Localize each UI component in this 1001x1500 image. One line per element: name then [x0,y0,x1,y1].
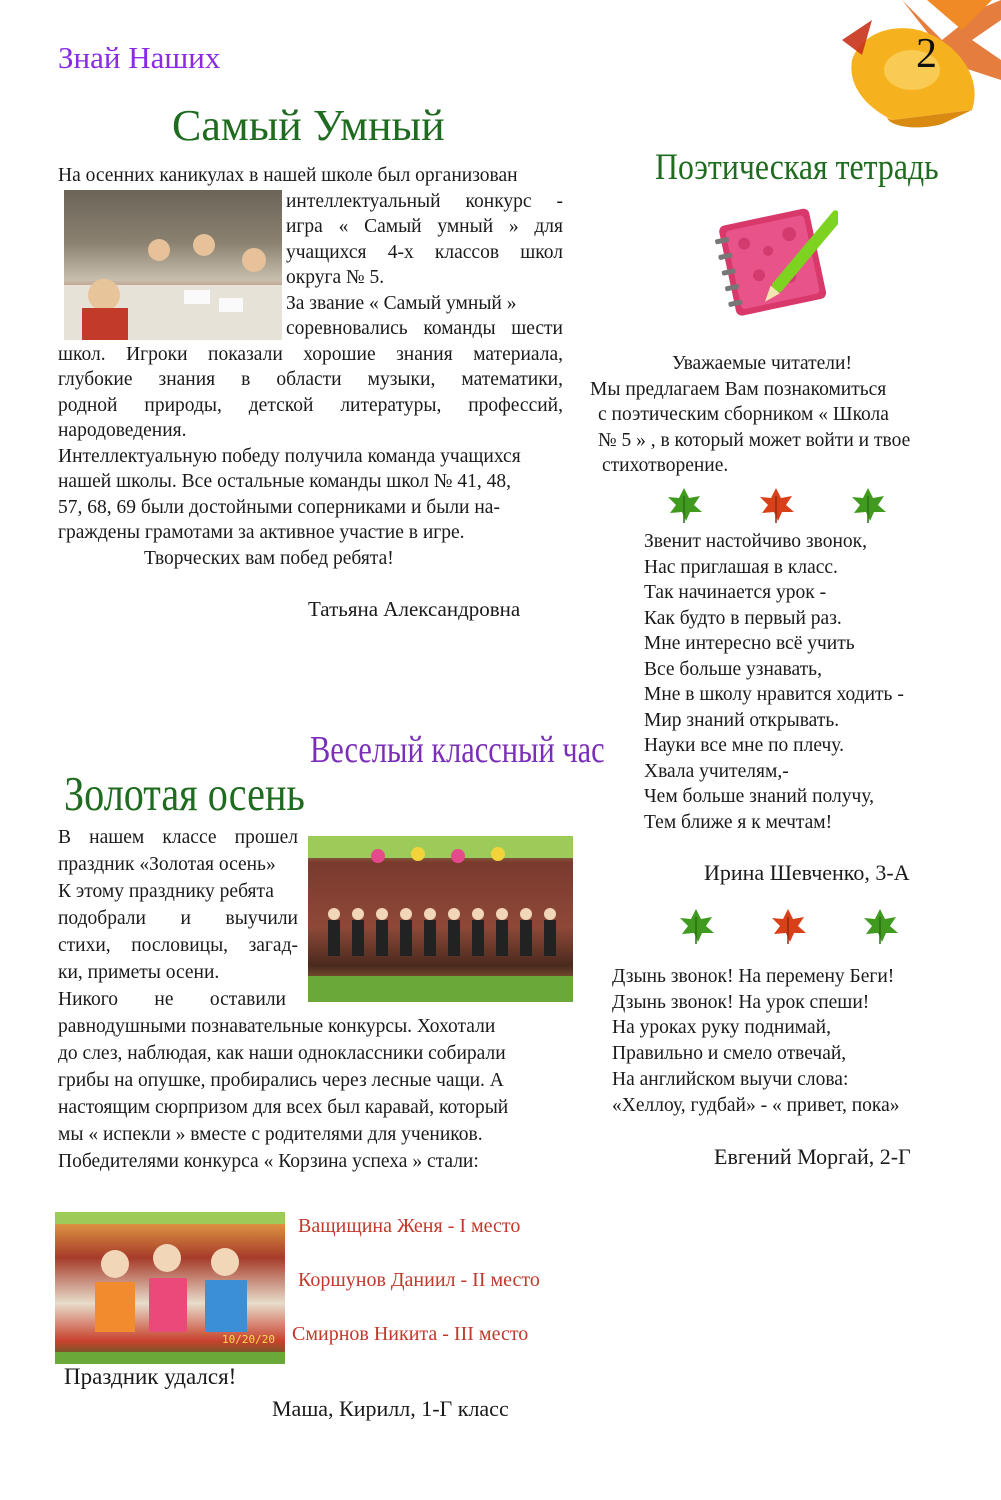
poetry-intro-line: с поэтическим сборником « Школа [598,404,889,425]
poem-line: Все больше узнавать, [644,658,822,680]
red-leaf-icon [768,907,808,945]
poem-line: Звенит настойчиво звонок, [644,531,867,552]
poetry-intro-line: стихотворение. [602,455,729,476]
article-text-line: народоведения. [58,420,187,441]
article-text-line: до слез, наблюдая, как наши одноклассники собирали [58,1043,506,1064]
poem-line: Нас приглашая в класс. [644,556,838,578]
article-text-line: школ. Игроки показали хорошие знания материала, [58,343,563,365]
leaf-divider [664,486,888,524]
red-leaf-icon [756,486,796,524]
winners-list [292,1199,540,1361]
article-text-line: нашей школы. Все остальные команды школ № 41, 48, [58,471,512,492]
poem-line: Мне в школу нравится ходить - [644,684,904,705]
poem-line: Мир знаний открывать. [644,709,840,731]
article-text-line: 57, 68, 69 были достойными соперниками и были на- [58,496,500,518]
winner-item: Смирнов Никита - III место [292,1323,529,1345]
article-text-line: глубокие знания в области музыки, математики, [58,369,563,390]
article-text-line: интеллектуальный конкурс - [286,190,563,212]
article-title-poetry: Поэтическая тетрадь [655,147,939,188]
notebook-icon [708,198,838,320]
heading-class-hour: Веселый классный час [310,729,605,771]
article-text-line: К этому празднику ребята [58,881,274,902]
article-text-line: соревновались команды шести [286,318,563,339]
winner-item: Ващищина Женя - I место [298,1215,521,1237]
article-text-line: ки, приметы осени. [58,962,220,983]
article-text-line: мы « испекли » вместе с родителями для учеников. [58,1124,483,1145]
green-leaf-icon [848,486,888,524]
poetry-intro-line: Мы предлагаем Вам познакомиться [590,378,887,400]
poem-line: Дзынь звонок! На урок спеши! [612,991,870,1013]
article-text-line: На осенних каникулах в нашей школе был организован [58,165,518,186]
poem-line: На уроках руку поднимай, [612,1017,831,1039]
article-text-line: стихи, пословицы, загад- [58,935,298,956]
article-text-line: За звание « Самый умный » [286,292,517,314]
green-leaf-icon [676,907,716,945]
article-text-line: учащихся 4-х классов школ [286,241,563,263]
poem-author: Ирина Шевченко, 3-А [704,860,910,885]
article-signature: Татьяна Александровна [308,597,521,621]
green-leaf-icon [860,907,900,945]
poem-first [644,529,904,835]
article-text-line: родной природы, детской литературы, профессий, [58,394,563,416]
poetry-intro [590,351,910,479]
article-text-line: праздник «Золотая осень» [58,854,276,875]
article-title-smart: Самый Умный [172,101,445,150]
article-title-golden-autumn: Золотая осень [64,766,305,821]
page-number: 2 [916,31,937,77]
photo-date-stamp: 10/20/20 [222,1333,275,1346]
article-text-line: граждены грамотами за активное участие в игре. [58,522,465,543]
article-text-line: настоящим сюрпризом для всех был каравай, который [58,1097,509,1118]
article-text-line: Творческих вам побед ребята! [144,547,394,569]
photo-winners [55,1212,285,1364]
article-text-line: игра « Самый умный » для [286,216,563,237]
article-text-line: Победителями конкурса « Корзина успеха » стали: [58,1151,479,1172]
poem-second [612,964,900,1118]
section-tag: Знай Наших [58,40,221,75]
article-text-line: Интеллектуальную победу получила команда учащихся [58,445,521,467]
poetry-intro-line: № 5 » , в который может войти и твое [598,429,911,451]
poem-line: Дзынь звонок! На перемену Беги! [612,966,895,987]
photo-classroom-contest [64,190,282,340]
poem-line: На английском выучи слова: [612,1068,849,1090]
closing-line: Праздник удался! [64,1364,237,1389]
poem-line: Науки все мне по плечу. [644,735,844,756]
green-leaf-icon [664,486,704,524]
photo-stage-performance [308,836,573,1002]
poem-line: Мне интересно всё учить [644,633,855,654]
poem-line: Хвала учителям,- [644,760,789,782]
poem-line: «Хеллоу, гудбай» - « привет, пока» [612,1094,900,1116]
leaf-divider [676,907,900,945]
poem-author: Евгений Моргай, 2-Г [714,1144,911,1169]
poem-line: Чем больше знаний получу, [644,786,874,807]
article-text-line: Никого не оставили [58,989,286,1010]
poem-line: Правильно и смело отвечай, [612,1043,847,1065]
article-text-line: округа № 5. [286,267,385,288]
poem-line: Так начинается урок - [644,582,827,603]
winner-item: Коршунов Даниил - II место [298,1269,540,1291]
article-signature: Маша, Кирилл, 1-Г класс [272,1396,509,1421]
article-text-line: грибы на опушке, пробирались через лесные чащи. А [58,1070,504,1091]
article-text-line: подобрали и выучили [58,908,298,929]
poem-line: Тем ближе я к мечтам! [644,811,833,833]
article-text-line: равнодушными познавательные конкурсы. Хохотали [58,1016,496,1037]
poetry-intro-line: Уважаемые читатели! [672,353,852,374]
article-text-line: В нашем классе прошел [58,827,298,848]
poem-line: Как будто в первый раз. [644,607,842,629]
